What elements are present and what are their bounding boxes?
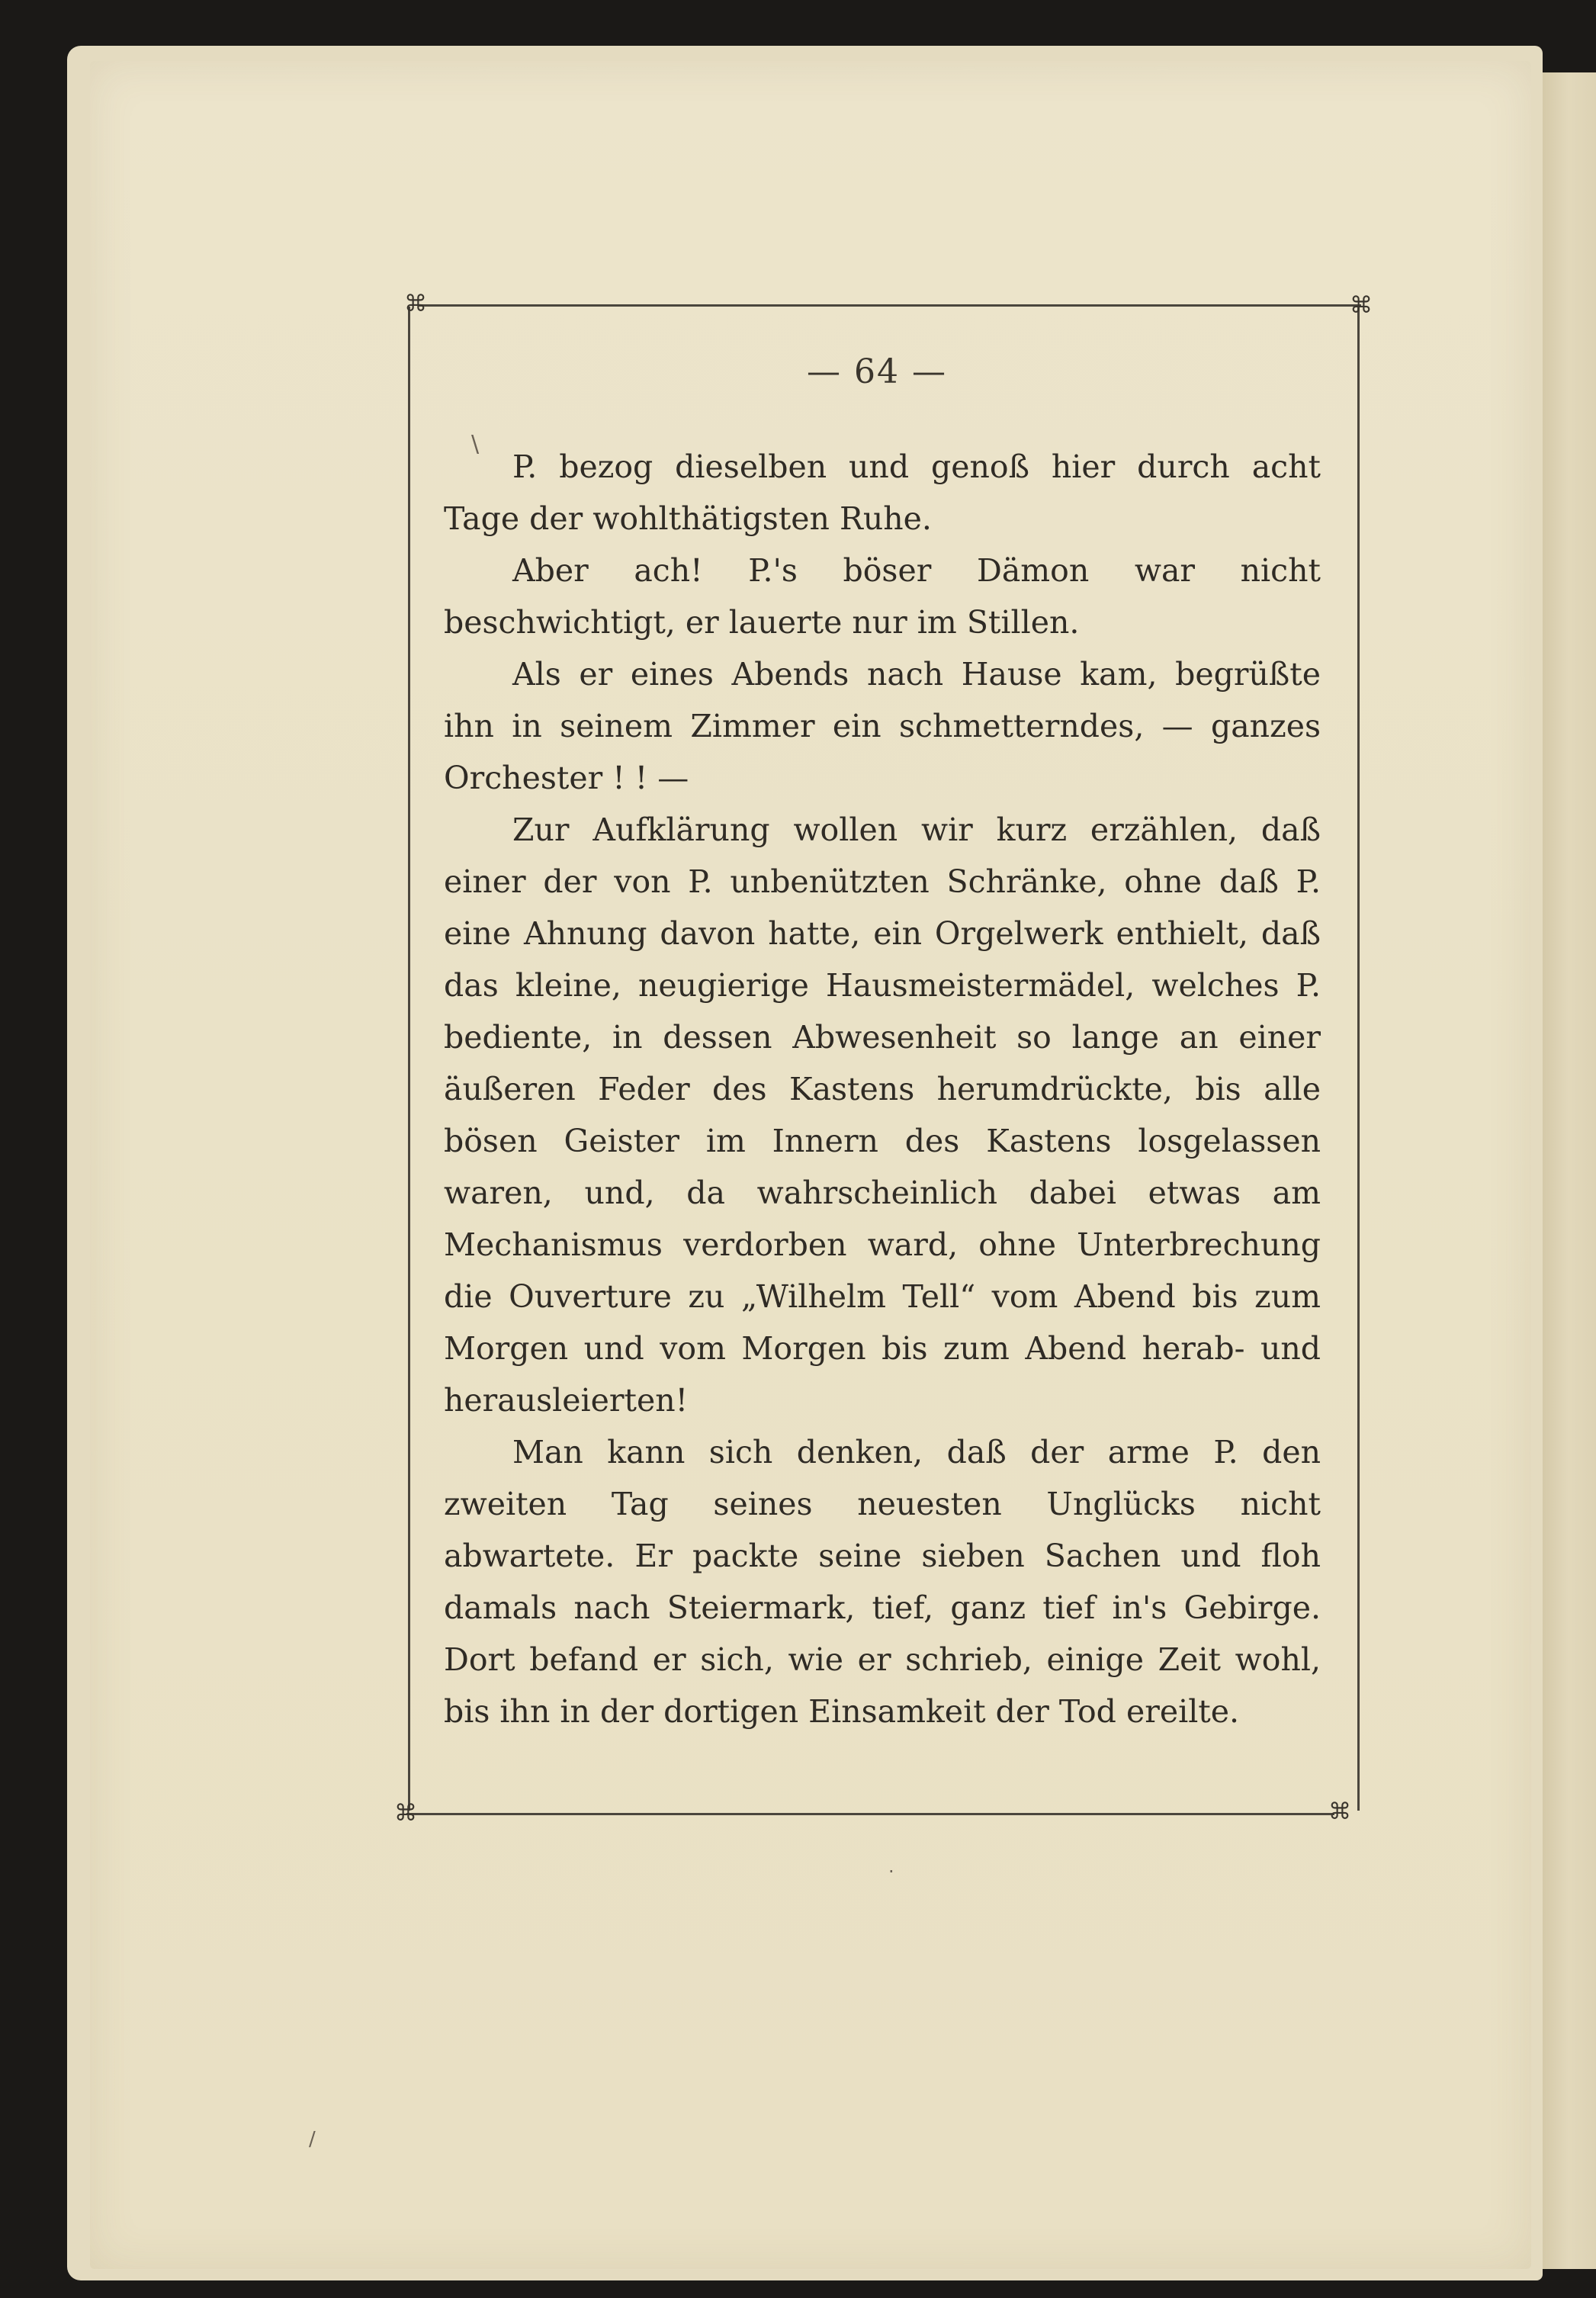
page-number: — 64 — [807,352,947,391]
paragraph: P. bezog dieselben und genoß hier durch acht Tage der wohlthätigsten Ruhe. [444,448,1321,537]
frame-bottom-rule [406,1813,1334,1815]
paragraph: Als er eines Abends nach Hause kam, begrüßte ihn in seinem Zimmer ein schmetterndes, — ganzes Orchester ! ! — [444,656,1321,796]
ornate-corner-icon: ⌘ [394,1800,417,1827]
paragraph: Zur Aufklärung wollen wir kurz erzählen, daß einer der von P. unbenützten Schränke, ohne daß P. eine Ahnung davon hatte, ein Orgelwerk enthielt, daß das kleine, neugierige Hausmeistermädel, welches P. bediente, in dessen Abwesenheit so lange an einer äußeren Feder des Kastens herumdrückte, bis alle bösen Geister im Innern des Kastens losgelassen waren, und, da wahrscheinlich dabei etwas am Mechanismus verdorben ward, ohne Unterbrechung die Ouverture zu „Wilhelm Tell“ vom Abend bis zum Morgen und vom Morgen bis zum Abend herab- und herausleierten! [444,812,1321,1419]
frame-top-rule [418,304,1361,307]
ornate-corner-icon: ⌘ [404,291,427,317]
paper-speck: · [888,1861,894,1882]
ornate-corner-icon: ⌘ [1328,1798,1351,1825]
paper-speck: \ [471,431,480,458]
body-text [444,441,1321,1737]
frame-right-rule [1357,307,1360,1811]
paper-speck: / [309,2128,316,2151]
ornate-corner-icon: ⌘ [1350,292,1373,319]
paragraph: Man kann sich denken, daß der arme P. den zweiten Tag seines neuesten Unglücks nicht abwartete. Er packte seine sieben Sachen und floh damals nach Steiermark, tief, ganz tief in's Gebirge. Dort befand er sich, wie er schrieb, einige Zeit wohl, bis ihn in der dortigen Einsamkeit der Tod ereilte. [444,1434,1321,1730]
frame-left-rule [408,307,410,1811]
paragraph: Aber ach! P.'s böser Dämon war nicht beschwichtigt, er lauerte nur im Stillen. [444,552,1321,641]
